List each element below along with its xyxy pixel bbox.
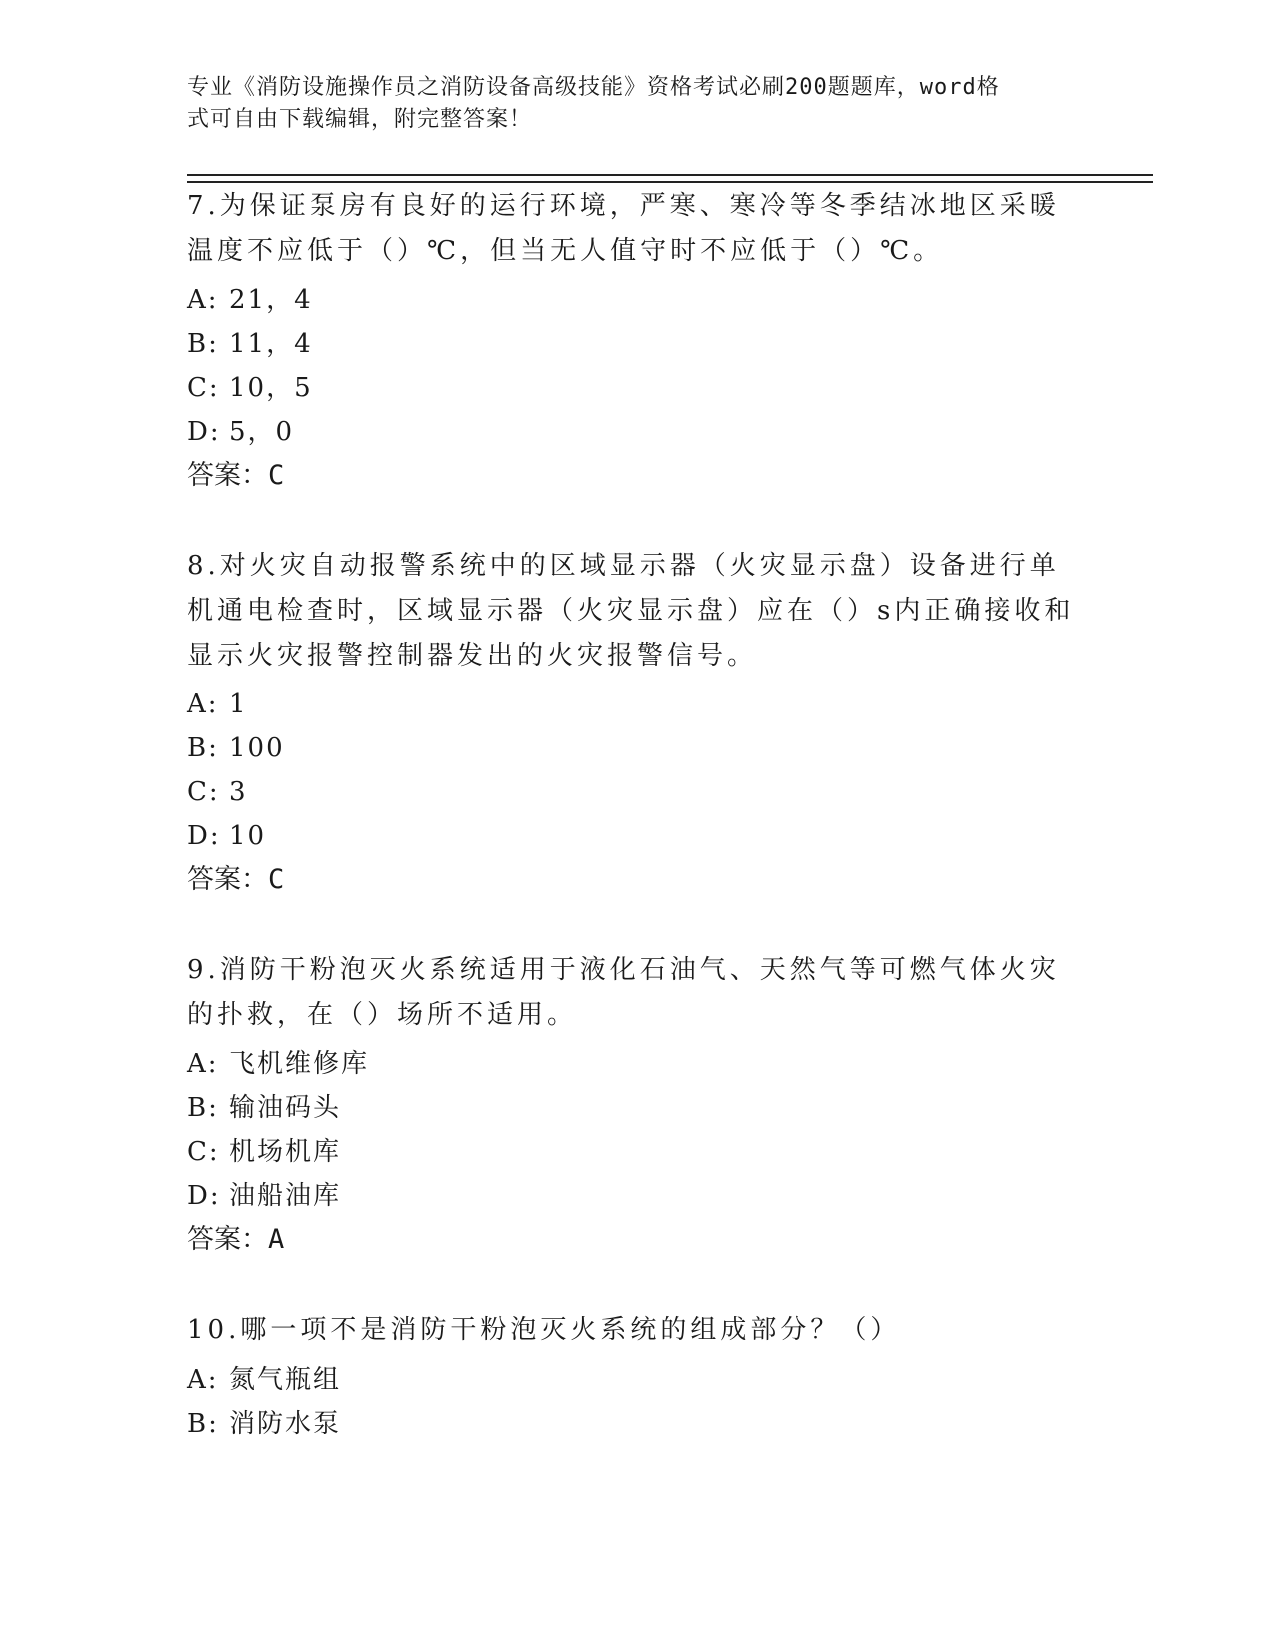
option-a xyxy=(187,284,313,316)
answer-key: A xyxy=(268,1224,285,1255)
option-d xyxy=(187,416,294,448)
option-b xyxy=(187,732,285,764)
option-letter: D: xyxy=(187,821,221,851)
option-text: 飞机维修库 xyxy=(229,1049,370,1079)
option-d xyxy=(187,1180,341,1212)
question-text: 10.哪一项不是消防干粉泡灭火系统的组成部分？（） xyxy=(187,1315,901,1345)
option-b xyxy=(187,1408,341,1440)
answer-line xyxy=(187,864,284,896)
document-header xyxy=(187,72,1087,136)
option-c xyxy=(187,372,313,404)
option-text: 输油码头 xyxy=(229,1093,342,1123)
option-text: 油船油库 xyxy=(229,1181,342,1211)
option-text: 3 xyxy=(229,777,248,807)
option-a xyxy=(187,1364,341,1396)
option-letter: C: xyxy=(187,777,220,807)
option-text: 消防水泵 xyxy=(229,1409,342,1439)
option-letter: B: xyxy=(187,733,219,763)
option-letter: D: xyxy=(187,1181,221,1211)
header-line-2: 式可自由下载编辑，附完整答案！ xyxy=(187,107,533,132)
option-letter: B: xyxy=(187,1093,219,1123)
question-text: 9.消防干粉泡灭火系统适用于液化石油气、天然气等可燃气体火灾的扑救，在（）场所不适用。 xyxy=(187,955,1060,1030)
option-text: 5，0 xyxy=(229,417,295,447)
question-text: 8.对火灾自动报警系统中的区域显示器（火灾显示盘）设备进行单机通电检查时，区域显示器（火灾显示盘）应在（）s内正确接收和显示火灾报警控制器发出的火灾报警信号。 xyxy=(187,551,1075,671)
option-text: 10 xyxy=(229,821,267,851)
option-letter: C: xyxy=(187,1137,220,1167)
option-letter: B: xyxy=(187,1409,219,1439)
option-letter: A: xyxy=(187,285,219,315)
option-b xyxy=(187,328,313,360)
option-text: 21，4 xyxy=(229,285,313,315)
option-c xyxy=(187,1136,341,1168)
option-letter: B: xyxy=(187,329,219,359)
answer-label: 答案： xyxy=(187,864,268,895)
header-divider-bottom xyxy=(187,181,1153,183)
option-a xyxy=(187,1048,369,1080)
option-b xyxy=(187,1092,341,1124)
answer-line xyxy=(187,1224,284,1256)
option-text: 100 xyxy=(229,733,285,763)
answer-line xyxy=(187,460,284,492)
option-letter: C: xyxy=(187,373,220,403)
header-line-1: 专业《消防设施操作员之消防设备高级技能》资格考试必刷200题题库，word格 xyxy=(187,75,1000,100)
answer-label: 答案： xyxy=(187,460,268,491)
question-text: 7.为保证泵房有良好的运行环境，严寒、寒冷等冬季结冰地区采暖温度不应低于（）℃，但当无人值守时不应低于（）℃。 xyxy=(187,191,1060,266)
option-a xyxy=(187,688,248,720)
option-text: 1 xyxy=(229,689,248,719)
option-letter: A: xyxy=(187,1049,219,1079)
option-text: 氮气瓶组 xyxy=(229,1365,342,1395)
answer-label: 答案： xyxy=(187,1224,268,1255)
option-text: 10，5 xyxy=(229,373,313,403)
option-letter: D: xyxy=(187,417,221,447)
option-text: 机场机库 xyxy=(229,1137,342,1167)
option-c xyxy=(187,776,248,808)
answer-key: C xyxy=(268,864,285,895)
option-d xyxy=(187,820,266,852)
option-letter: A: xyxy=(187,1365,219,1395)
option-text: 11，4 xyxy=(229,329,313,359)
header-divider-top xyxy=(187,174,1153,176)
option-letter: A: xyxy=(187,689,219,719)
answer-key: C xyxy=(268,460,285,491)
